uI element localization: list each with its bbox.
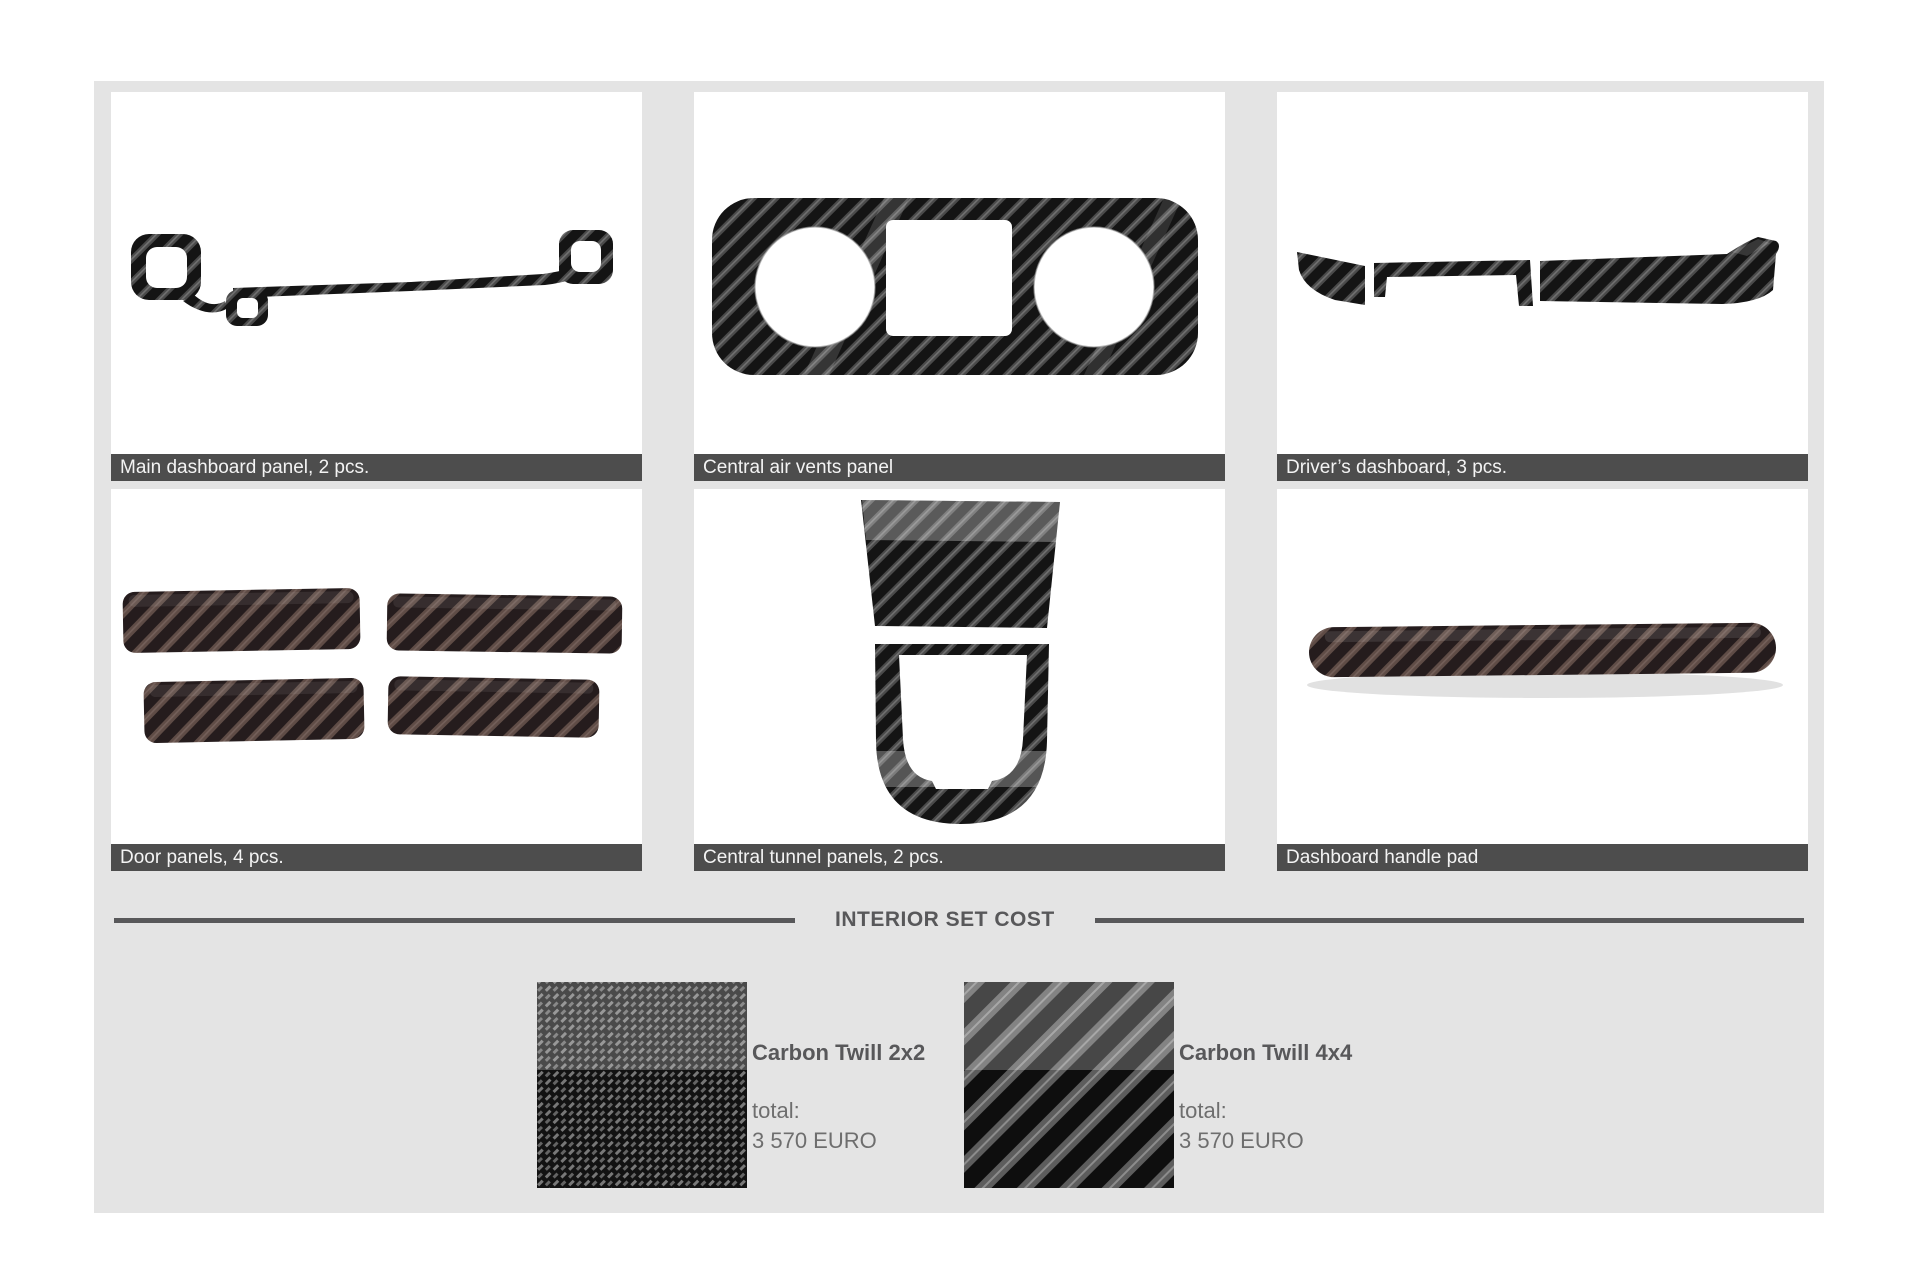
- central-tunnel-panels-image: [694, 489, 1225, 844]
- product-caption: Main dashboard panel, 2 pcs.: [111, 454, 642, 481]
- drivers-dashboard-image: [1277, 92, 1808, 454]
- product-card-dashboard-handle-pad: [1277, 489, 1808, 871]
- carbon-twill-2x2-swatch[interactable]: [537, 982, 747, 1188]
- product-card-door-panels: [111, 489, 642, 871]
- product-caption: Dashboard handle pad: [1277, 844, 1808, 871]
- cost-section-header: [114, 905, 1804, 935]
- product-caption: Central air vents panel: [694, 454, 1225, 481]
- product-card-central-air-vents-panel: [694, 92, 1225, 481]
- option-price-block: [752, 1096, 877, 1156]
- option-total-label: total:: [752, 1098, 800, 1123]
- product-caption: Driver’s dashboard, 3 pcs.: [1277, 454, 1808, 481]
- separator-line-right: [1095, 918, 1804, 923]
- content-panel: [94, 81, 1824, 1213]
- dashboard-handle-pad-image: [1277, 489, 1808, 844]
- product-caption: Door panels, 4 pcs.: [111, 844, 642, 871]
- main-dashboard-panel-image: [111, 92, 642, 454]
- product-caption: Central tunnel panels, 2 pcs.: [694, 844, 1225, 871]
- option-total-label: total:: [1179, 1098, 1227, 1123]
- option-price: 3 570 EURO: [1179, 1128, 1304, 1153]
- cost-section-title: INTERIOR SET COST: [835, 908, 1055, 931]
- separator-line-left: [114, 918, 795, 923]
- option-price-block: [1179, 1096, 1304, 1156]
- product-card-central-tunnel-panels: [694, 489, 1225, 871]
- cost-option-carbon-twill-2x2: [537, 982, 967, 1188]
- option-name: Carbon Twill 2x2: [752, 1040, 926, 1065]
- carbon-twill-4x4-swatch[interactable]: [964, 982, 1174, 1188]
- option-price: 3 570 EURO: [752, 1128, 877, 1153]
- cost-option-carbon-twill-4x4: [964, 982, 1394, 1188]
- door-panels-image: [111, 489, 642, 844]
- product-card-drivers-dashboard: [1277, 92, 1808, 481]
- central-air-vents-panel-image: [694, 92, 1225, 454]
- option-name: Carbon Twill 4x4: [1179, 1040, 1353, 1065]
- product-card-main-dashboard-panel: [111, 92, 642, 481]
